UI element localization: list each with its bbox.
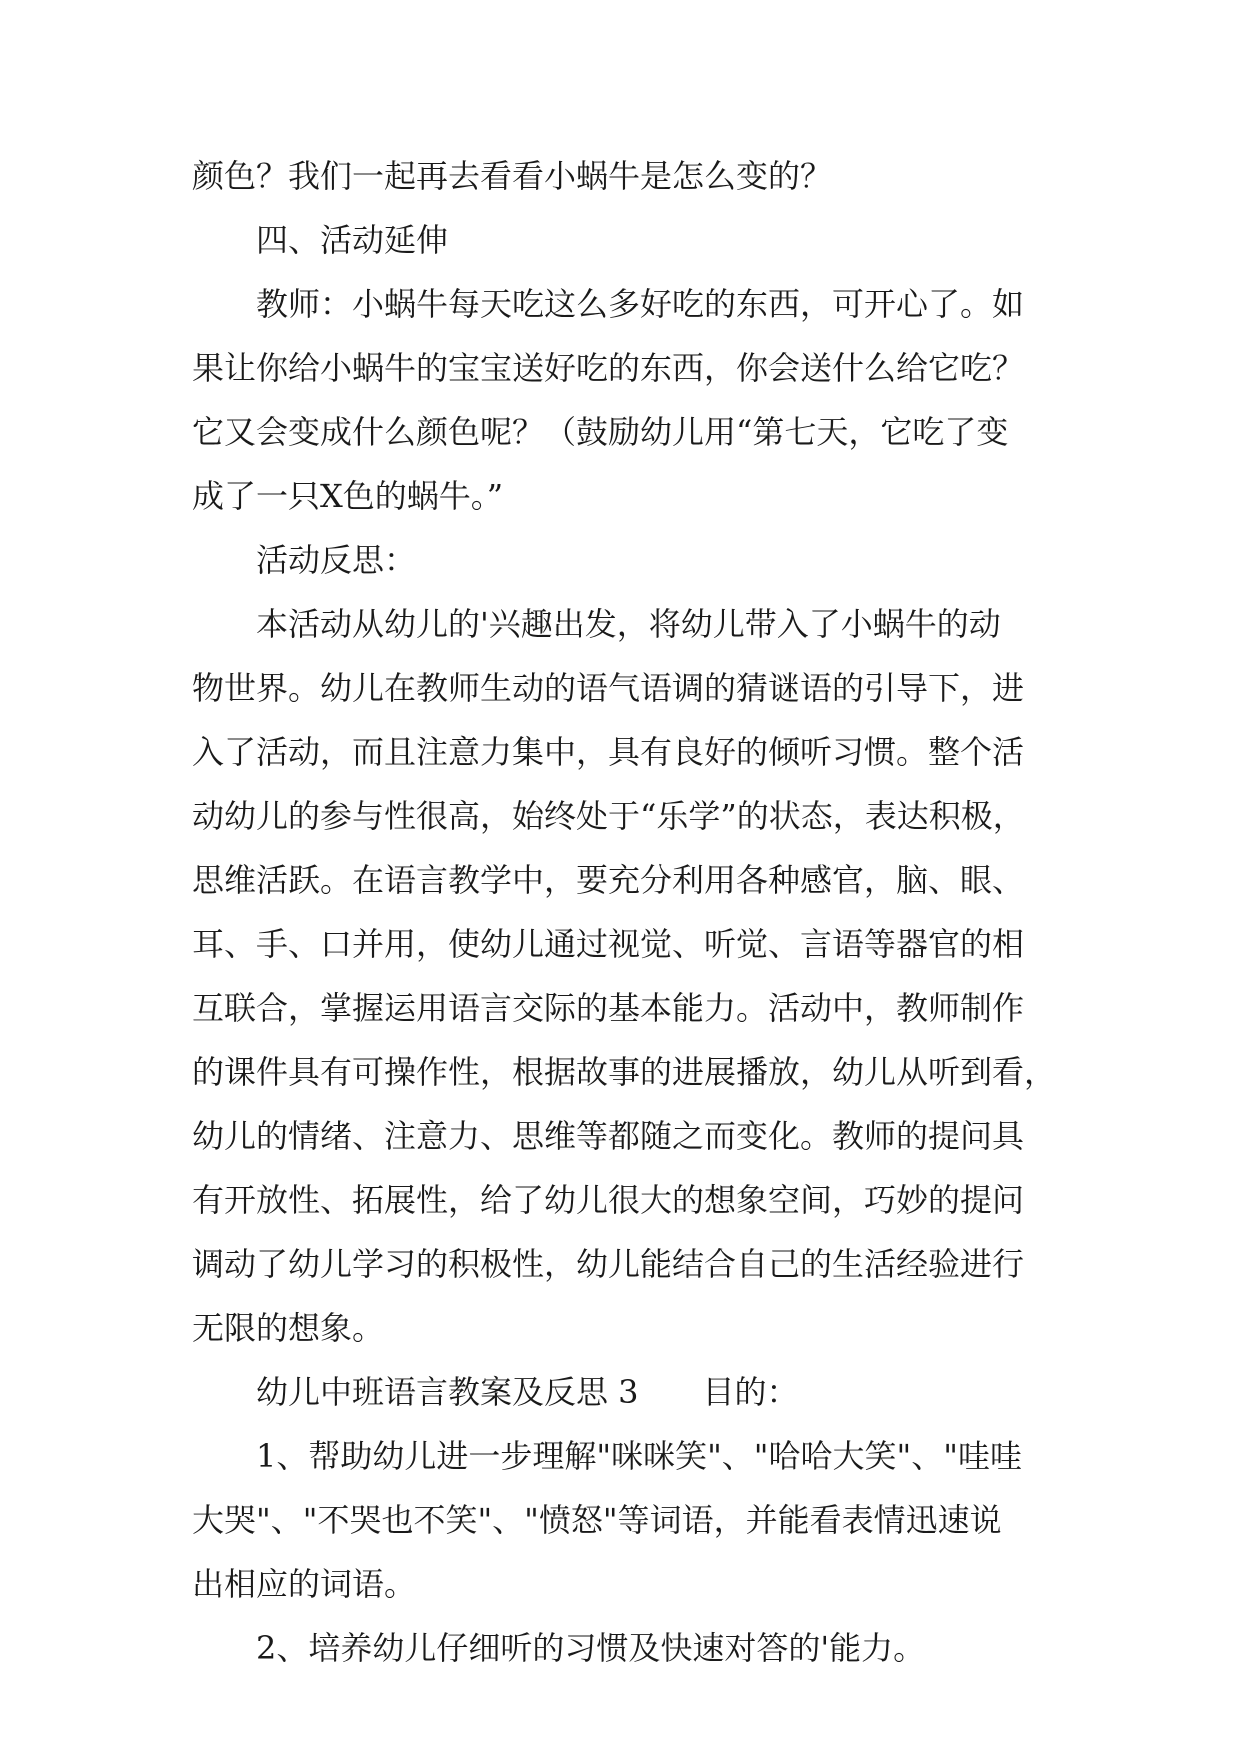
section-heading: 幼儿中班语言教案及反思 3 目的： (192, 1373, 799, 1411)
text-line: 颜色？我们一起再去看看小蜗牛是怎么变的？ (192, 157, 833, 195)
text-line: 成了一只X色的蜗牛。” (192, 477, 504, 515)
text-line: 调动了幼儿学习的积极性，幼儿能结合自己的生活经验进行 (192, 1245, 1025, 1283)
text-line: 大哭"、"不哭也不笑"、"愤怒"等词语，并能看表情迅速说 (192, 1501, 1002, 1539)
text-line: 思维活跃。在语言教学中，要充分利用各种感官，脑、眼、 (192, 861, 1025, 899)
text-line: 1、帮助幼儿进一步理解"咪咪笑"、"哈哈大笑"、"哇哇 (192, 1437, 1022, 1475)
text-line: 2、培养幼儿仔细听的习惯及快速对答的'能力。 (192, 1629, 926, 1667)
text-line: 教师：小蜗牛每天吃这么多好吃的东西，可开心了。如 (192, 285, 1025, 323)
section-heading: 活动反思： (192, 541, 417, 579)
text-line: 互联合，掌握运用语言交际的基本能力。活动中，教师制作 (192, 989, 1025, 1027)
text-line: 出相应的词语。 (192, 1565, 417, 1603)
text-line: 它又会变成什么颜色呢？（鼓励幼儿用“第七天，它吃了变 (192, 413, 1009, 451)
text-line: 有开放性、拓展性，给了幼儿很大的想象空间，巧妙的提问 (192, 1181, 1025, 1219)
section-heading: 四、活动延伸 (192, 221, 449, 259)
text-line: 动幼儿的参与性很高，始终处于“乐学”的状态，表达积极， (192, 797, 1025, 835)
text-line: 物世界。幼儿在教师生动的语气语调的猜谜语的引导下，进 (192, 669, 1025, 707)
text-line: 幼儿的情绪、注意力、思维等都随之而变化。教师的提问具 (192, 1117, 1025, 1155)
text-line: 本活动从幼儿的'兴趣出发，将幼儿带入了小蜗牛的动 (192, 605, 1001, 643)
text-line: 果让你给小蜗牛的宝宝送好吃的东西，你会送什么给它吃？ (192, 349, 1025, 387)
document-body (192, 157, 1057, 1667)
text-line: 耳、手、口并用，使幼儿通过视觉、听觉、言语等器官的相 (192, 925, 1025, 963)
text-line: 无限的想象。 (192, 1309, 385, 1347)
text-line: 的课件具有可操作性，根据故事的进展播放，幼儿从听到看， (192, 1053, 1057, 1091)
text-line: 入了活动，而且注意力集中，具有良好的倾听习惯。整个活 (192, 733, 1025, 771)
